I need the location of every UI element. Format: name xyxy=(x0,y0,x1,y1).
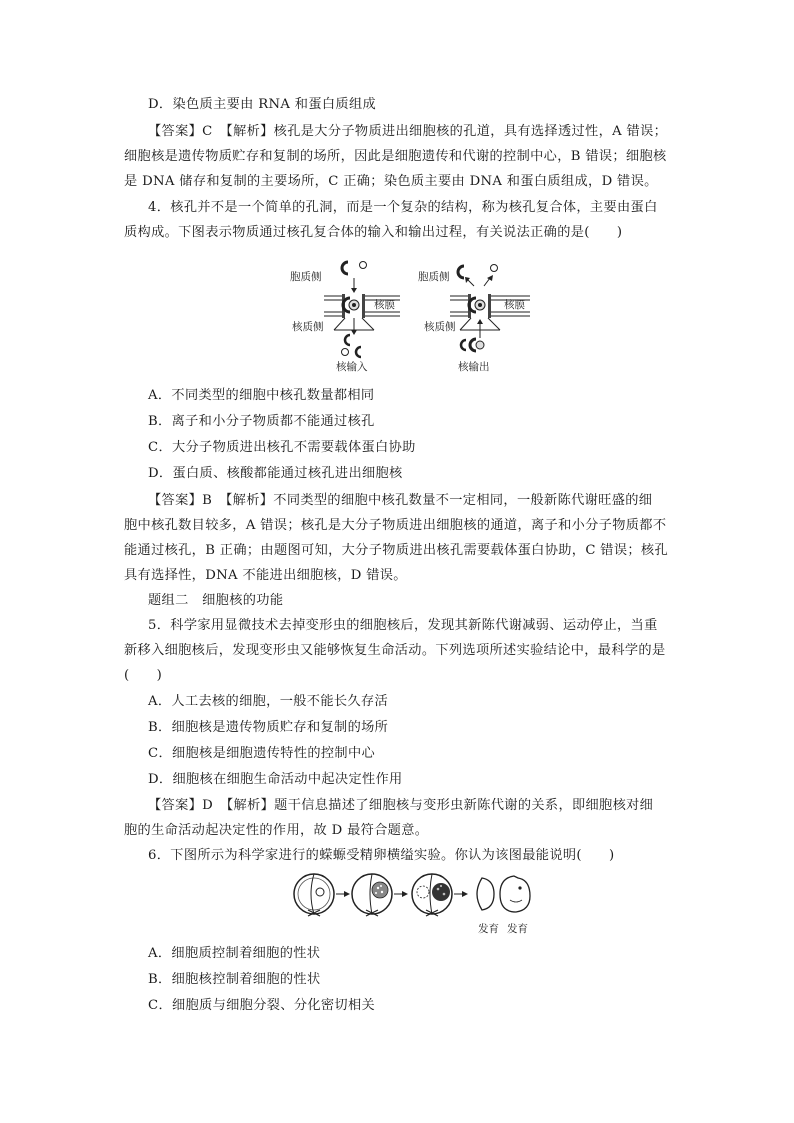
q4-stem-line-1: 4．核孔并不是一个简单的孔洞，而是一个复杂的结构，称为核孔复合体，主要由蛋白 xyxy=(148,200,658,215)
develop-label-2: 发育 xyxy=(507,923,528,935)
egg-stage-2 xyxy=(352,874,392,916)
developing-embryo-left xyxy=(477,878,494,910)
q6-option-a: A．细胞质控制着细胞的性状 xyxy=(148,946,321,961)
q4-option-d: D．蛋白质、核酸都能通过核孔进出细胞核 xyxy=(148,466,403,481)
q3-answer-line-2: 细胞核是遗传物质贮存和复制的场所，因此是细胞遗传和代谢的控制中心，B 错误；细胞核 xyxy=(124,149,667,164)
right-cytoplasm-side-label: 胞质侧 xyxy=(418,271,450,283)
develop-label-1: 发育 xyxy=(478,923,499,935)
q6-option-c: C．细胞质与细胞分裂、分化密切相关 xyxy=(148,998,376,1013)
developing-embryo-right xyxy=(500,876,530,912)
q4-option-c: C．大分子物质进出核孔不需要载体蛋白协助 xyxy=(148,440,416,455)
nuclear-import-diagram xyxy=(290,262,400,374)
q4-answer-line-1: 【答案】B 【解析】不同类型的细胞中核孔数量不一定相同，一般新陈代谢旺盛的细 xyxy=(148,493,653,508)
nuclear-pore-figure xyxy=(288,256,538,374)
egg-stage-3 xyxy=(412,874,452,916)
q4-option-a: A．不同类型的细胞中核孔数量都相同 xyxy=(148,388,375,403)
egg-stage-1 xyxy=(294,874,334,916)
q4-answer-line-3: 能通过核孔，B 正确；由题图可知，大分子物质进出核孔需要载体蛋白协助，C 错误；核孔 xyxy=(124,543,668,558)
q5-stem-line-1: 5．科学家用显微技术去掉变形虫的细胞核后，发现其新陈代谢减弱、运动停止，当重 xyxy=(148,618,658,633)
q5-option-a: A．人工去核的细胞，一般不能长久存活 xyxy=(148,694,389,709)
right-nuclear-membrane-label: 核膜 xyxy=(504,299,525,311)
q5-option-c: C．细胞核是细胞遗传特性的控制中心 xyxy=(148,746,376,761)
q4-stem-line-2: 质构成。下图表示物质通过核孔复合体的输入和输出过程，有关说法正确的是( ) xyxy=(124,225,623,240)
egg-constriction-figure xyxy=(286,870,536,936)
q6-option-b: B．细胞核控制着细胞的性状 xyxy=(148,972,321,987)
q5-answer-line-1: 【答案】D 【解析】题干信息描述了细胞核与变形虫新陈代谢的关系，即细胞核对细 xyxy=(148,798,654,813)
q5-option-d: D．细胞核在细胞生命活动中起决定性作用 xyxy=(148,772,403,787)
nuclear-export-diagram xyxy=(418,265,530,374)
group2-title: 题组二 细胞核的功能 xyxy=(148,593,284,608)
right-export-caption: 核输出 xyxy=(458,361,490,373)
left-import-caption: 核输入 xyxy=(336,361,368,373)
q5-stem-line-3: ( ) xyxy=(124,668,163,683)
left-nucleoplasm-side-label: 核质侧 xyxy=(292,321,324,333)
q6-stem: 6．下图所示为科学家进行的蝾螈受精卵横缢实验。你认为该图最能说明( ) xyxy=(148,848,615,863)
q4-answer-line-2: 胞中核孔数目较多，A 错误；核孔是大分子物质进出细胞核的通道，离子和小分子物质都不 xyxy=(124,518,667,533)
q3-answer-line-3: 是 DNA 储存和复制的主要场所，C 正确；染色质主要由 DNA 和蛋白质组成，D 错误。 xyxy=(124,174,658,189)
left-nuclear-membrane-label: 核膜 xyxy=(374,299,395,311)
q5-stem-line-2: 新移入细胞核后，发现变形虫又能够恢复生命活动。下列选项所述实验结论中，最科学的是 xyxy=(124,643,666,658)
q3-answer-line-1: 【答案】C 【解析】核孔是大分子物质进出细胞核的孔道，具有选择透过性，A 错误； xyxy=(148,124,668,139)
q5-option-b: B．细胞核是遗传物质贮存和复制的场所 xyxy=(148,720,389,735)
right-nucleoplasm-side-label: 核质侧 xyxy=(424,321,456,333)
q4-option-b: B．离子和小分子物质都不能通过核孔 xyxy=(148,414,375,429)
left-cytoplasm-side-label: 胞质侧 xyxy=(290,271,322,283)
q3-option-d: D．染色质主要由 RNA 和蛋白质组成 xyxy=(148,97,377,112)
q5-answer-line-2: 胞的生命活动起决定性的作用，故 D 最符合题意。 xyxy=(124,823,429,838)
q4-answer-line-4: 具有选择性，DNA 不能进出细胞核，D 错误。 xyxy=(124,568,407,583)
